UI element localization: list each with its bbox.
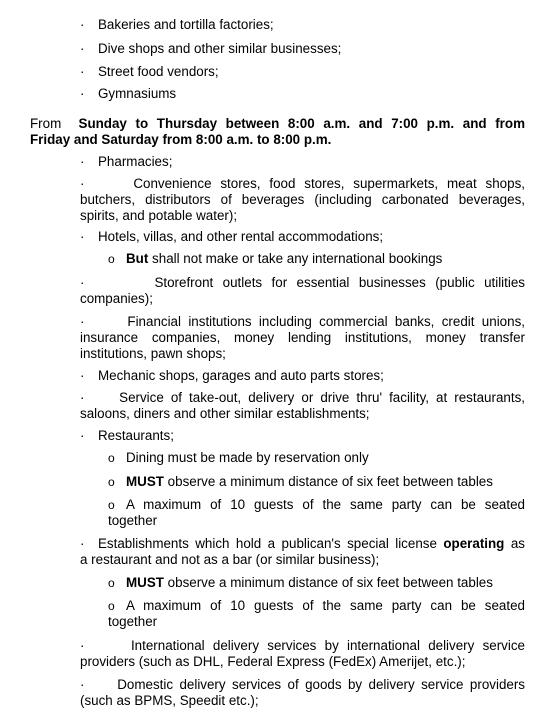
list-item — [80, 390, 525, 406]
sub-list-item-text: shall not make or take any international bookings — [152, 251, 443, 266]
list-item-continuation: saloons, diners and other similar establishments; — [80, 406, 370, 421]
sub-list-item — [108, 497, 525, 513]
list-item-text: Hotels, villas, and other rental accommodations; — [98, 229, 384, 244]
sub-bullet: o — [108, 599, 115, 613]
list-item — [80, 536, 525, 552]
list-item-continuation: a restaurant and not as a bar (or similar business); — [80, 552, 380, 567]
bullet: · — [80, 64, 85, 79]
list-item — [80, 677, 525, 693]
emphasis: MUST — [126, 575, 164, 590]
bullet: · — [80, 368, 85, 383]
list-item — [80, 41, 341, 57]
list-item-continuation: institutions, pawn shops; — [80, 346, 226, 361]
bullet: · — [80, 314, 85, 329]
list-item-text: Dive shops and other similar businesses; — [98, 41, 342, 56]
sub-list-item-text: observe a minimum distance of six feet between tables — [167, 474, 493, 489]
sub-bullet: o — [108, 252, 115, 266]
list-item-continuation: providers (such as DHL, Federal Express (FedEx) Amerijet, etc.); — [80, 654, 466, 669]
bullet: · — [80, 428, 85, 443]
list-item — [80, 86, 176, 102]
list-item — [80, 176, 525, 192]
intro-bold-line1: Sunday to Thursday between 8:00 a.m. and 7:00 p.m. and from — [78, 116, 525, 131]
list-item-text: Pharmacies; — [98, 154, 173, 169]
bullet: · — [80, 176, 85, 191]
list-item-text: International delivery services by international delivery service — [130, 638, 525, 653]
sub-list-item — [108, 598, 525, 614]
sub-list-item-text: observe a minimum distance of six feet between tables — [167, 575, 493, 590]
list-item-text: Mechanic shops, garages and auto parts stores; — [98, 368, 384, 383]
list-item — [80, 154, 172, 170]
emphasis: MUST — [126, 474, 164, 489]
list-item — [80, 17, 274, 33]
list-item-continuation: insurance companies, money lending institutions, money transfer — [80, 330, 525, 345]
sub-list-item-continuation: together — [108, 614, 158, 629]
sub-list-item — [108, 474, 493, 490]
sub-list-item — [108, 575, 493, 591]
list-item-continuation: spirits, and potable water); — [80, 208, 238, 223]
sub-list-item — [108, 450, 369, 466]
bullet: · — [80, 154, 85, 169]
list-item-text: Financial institutions including commercial banks, credit unions, — [127, 314, 525, 329]
sub-bullet: o — [108, 475, 115, 489]
list-item-continuation: butchers, distributors of beverages (including carbonated beverages, — [80, 192, 525, 207]
sub-list-item-text: Dining must be made by reservation only — [126, 450, 369, 465]
list-item-text: Convenience stores, food stores, supermarkets, meat shops, — [133, 176, 525, 191]
list-item — [80, 638, 525, 654]
bullet: · — [80, 86, 85, 101]
emphasis: But — [126, 251, 149, 266]
list-item-text: Street food vendors; — [98, 64, 219, 79]
bullet: · — [80, 275, 85, 290]
list-item-continuation: companies); — [80, 291, 153, 306]
list-item-text: Domestic delivery services of goods by delivery service providers — [117, 677, 525, 692]
sub-bullet: o — [108, 451, 115, 465]
schedule-intro-line — [30, 116, 525, 132]
list-item — [80, 64, 219, 80]
list-item-text: Establishments which hold a publican's special license — [98, 536, 437, 551]
bullet: · — [80, 229, 85, 244]
sub-bullet: o — [108, 576, 115, 590]
list-item — [80, 229, 383, 245]
schedule-intro-line2: Friday and Saturday from 8:00 a.m. to 8:00 p.m. — [30, 132, 332, 147]
list-item-text: Restaurants; — [98, 428, 174, 443]
list-item-text: as — [510, 536, 525, 551]
sub-list-item-text: A maximum of 10 guests of the same party can be seated — [126, 497, 525, 512]
intro-from: From — [30, 116, 62, 131]
list-item — [80, 368, 384, 384]
sub-list-item — [108, 251, 442, 267]
emphasis: operating — [443, 536, 505, 551]
bullet: · — [80, 638, 85, 653]
list-item-text: Bakeries and tortilla factories; — [98, 17, 274, 32]
bullet: · — [80, 536, 85, 551]
bullet: · — [80, 17, 85, 32]
sub-bullet: o — [108, 498, 115, 512]
list-item-text: Storefront outlets for essential businesses (public utilities — [154, 275, 525, 290]
list-item — [80, 275, 525, 291]
bullet: · — [80, 41, 85, 56]
list-item-text: Gymnasiums — [98, 86, 177, 101]
list-item-text: Service of take-out, delivery or drive thru' facility, at restaurants, — [119, 390, 525, 405]
bullet: · — [80, 390, 85, 405]
list-item-continuation: (such as BPMS, Speedit etc.); — [80, 693, 259, 708]
sub-list-item-continuation: together — [108, 513, 158, 528]
bullet: · — [80, 677, 85, 692]
list-item — [80, 428, 174, 444]
list-item — [80, 314, 525, 330]
sub-list-item-text: A maximum of 10 guests of the same party can be seated — [126, 598, 525, 613]
